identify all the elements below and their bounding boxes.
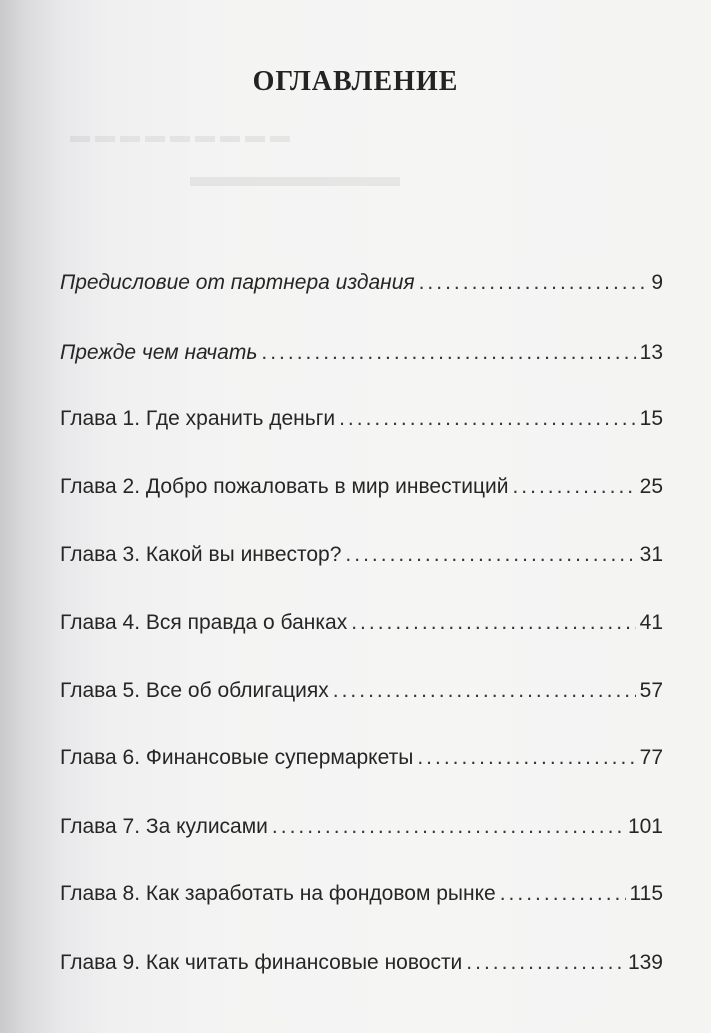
toc-dot-leader <box>345 538 635 572</box>
toc-entry-title: Прежде чем начать <box>60 341 258 364</box>
toc-page-number: 15 <box>639 407 663 430</box>
toc-entry-title: Глава 1. Где хранить деньги <box>60 407 336 430</box>
toc-page-number: 115 <box>629 882 663 905</box>
toc-dot-leader <box>512 470 635 504</box>
toc-page-number: 31 <box>639 543 663 566</box>
toc-entry-title: Глава 9. Как читать финансовые новости <box>60 951 463 974</box>
toc-dot-leader <box>500 877 626 911</box>
toc-entry <box>60 336 663 370</box>
toc-entry <box>60 266 663 300</box>
toc-dot-leader <box>333 674 636 708</box>
toc-dot-leader <box>466 946 624 980</box>
toc-page-number: 101 <box>627 815 663 838</box>
toc-entry-title: Глава 5. Все об облигациях <box>60 679 329 702</box>
toc-dot-leader <box>272 810 624 844</box>
toc-entry <box>60 538 663 572</box>
toc-page-number: 25 <box>639 475 663 498</box>
toc-page-number: 13 <box>639 341 663 364</box>
bleed-through-texture: ▬ ▬ ▬ ▬ ▬ ▬ ▬ ▬ ▬ <box>70 125 290 147</box>
toc-page-number: 77 <box>639 746 663 769</box>
toc-entry-title: Глава 6. Финансовые супермаркеты <box>60 746 414 769</box>
toc-dot-leader <box>339 402 636 436</box>
toc-page-number: 41 <box>639 611 663 634</box>
toc-page-number: 139 <box>627 951 663 974</box>
toc-entry-title: Глава 2. Добро пожаловать в мир инвестиций <box>60 475 509 498</box>
toc-entry <box>60 810 663 844</box>
toc-dot-leader <box>351 606 635 640</box>
toc-page-number: 57 <box>639 679 663 702</box>
toc-entry <box>60 470 663 504</box>
toc-entry <box>60 674 663 708</box>
toc-entry <box>60 946 663 980</box>
bleed-through-texture: ▬▬▬▬▬▬▬ <box>190 160 400 193</box>
toc-dot-leader <box>419 266 648 300</box>
toc-entry-title: Глава 4. Вся правда о банках <box>60 611 348 634</box>
toc-entry-title: Предисловие от партнера издания <box>60 271 415 294</box>
toc-entry <box>60 877 663 911</box>
toc-entry-title: Глава 8. Как заработать на фондовом рынке <box>60 882 496 905</box>
toc-entry-title: Глава 7. За кулисами <box>60 815 268 838</box>
toc-page-number: 9 <box>651 271 663 294</box>
toc-dot-leader <box>417 741 635 775</box>
toc-entry <box>60 606 663 640</box>
toc-entry <box>60 402 663 436</box>
toc-entry-title: Глава 3. Какой вы инвестор? <box>60 543 342 566</box>
page-title: ОГЛАВЛЕНИЕ <box>252 66 459 97</box>
toc-entry <box>60 741 663 775</box>
toc-dot-leader <box>261 336 635 370</box>
